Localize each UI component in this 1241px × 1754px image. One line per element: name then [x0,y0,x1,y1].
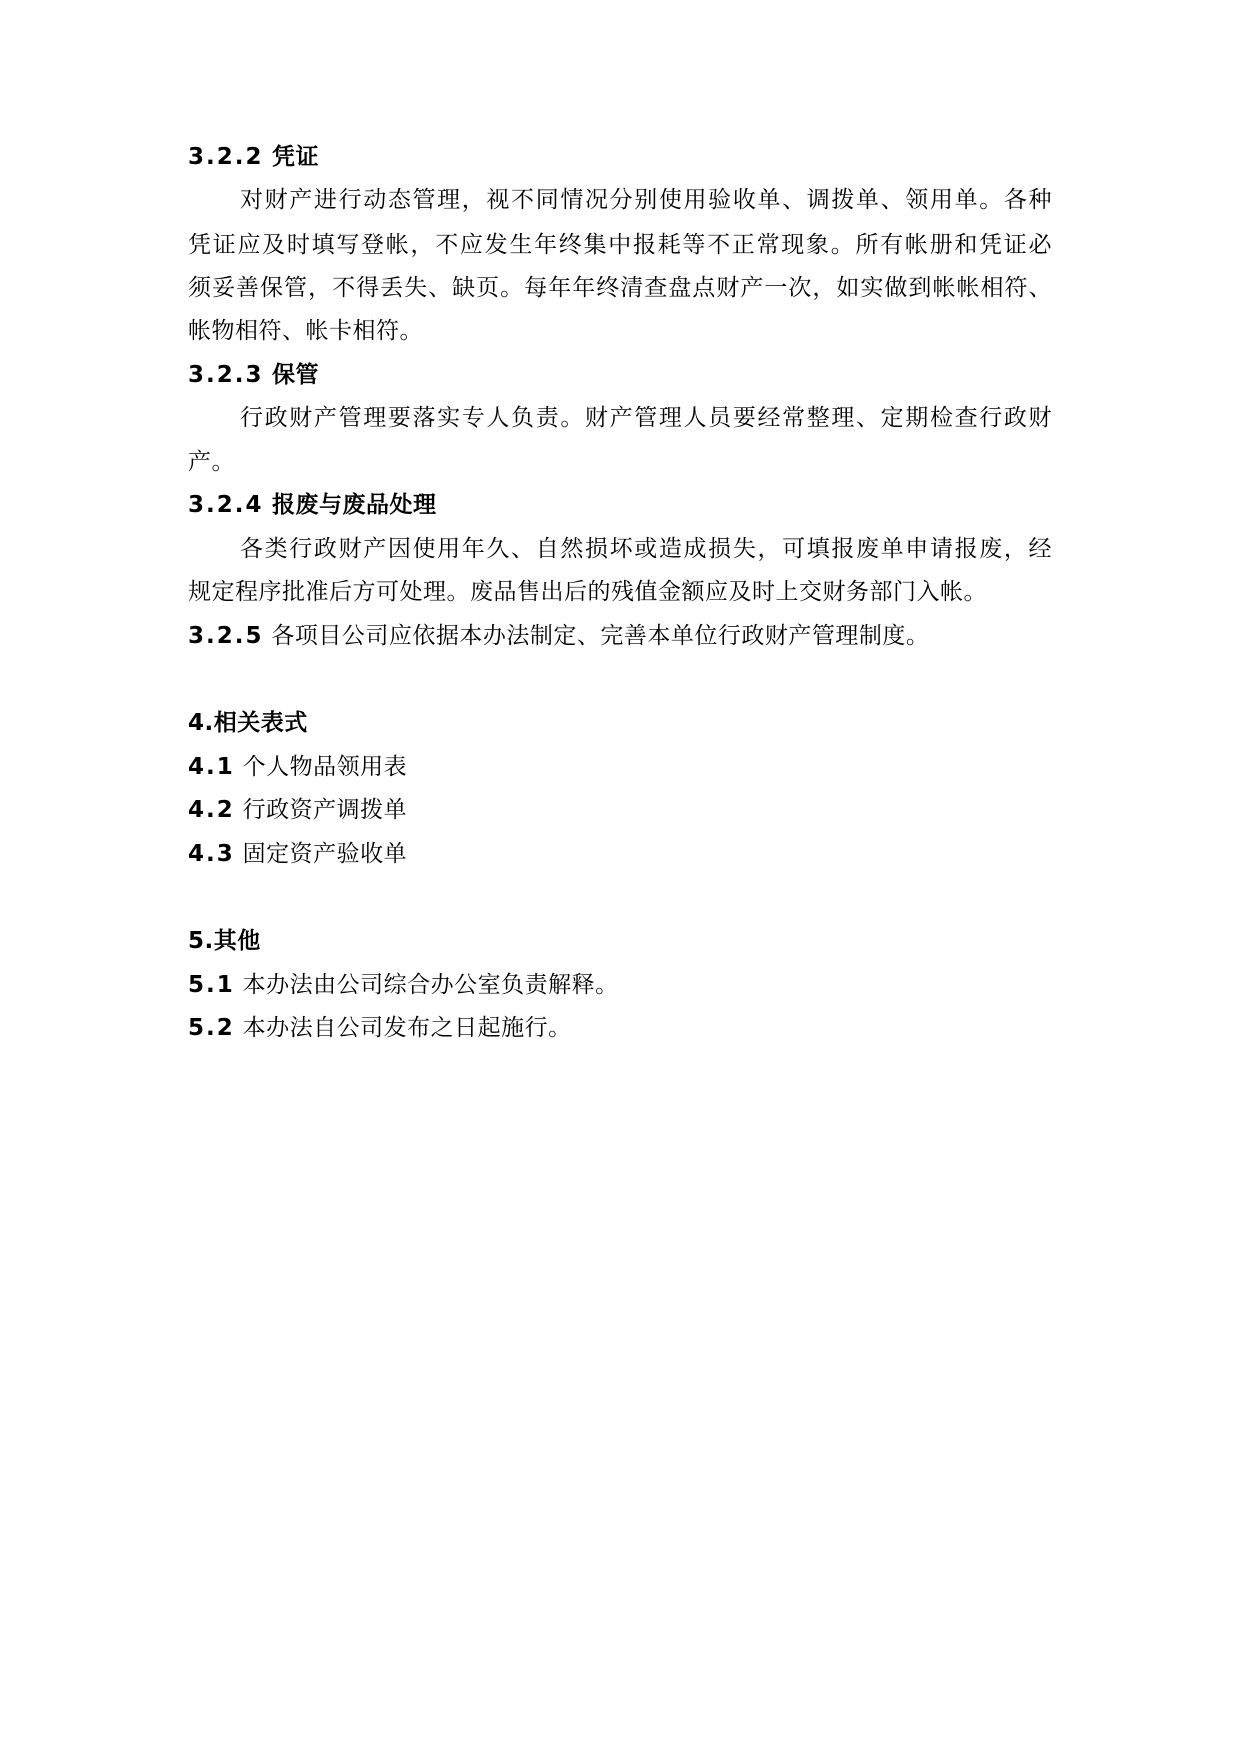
clause-number: 3.2.5 [188,623,264,649]
section-number: 3.2.4 [188,492,264,518]
item-number: 5.2 [188,1015,235,1041]
section-heading-4: 4.相关表式 [188,710,308,736]
section-number: 3.2.3 [188,362,264,388]
clause-3-2-5 [188,621,929,651]
paragraph-line: 须妥善保管，不得丢失、缺页。每年年终清查盘点财产一次，如实做到帐帐相符、 [188,275,1052,301]
item-text: 个人物品领用表 [242,754,408,780]
paragraph-line: 规定程序批准后方可处理。废品售出后的残值金额应及时上交财务部门入帐。 [188,579,987,605]
section-title: 凭证 [272,144,320,170]
item-text: 本办法自公司发布之日起施行。 [242,1015,572,1041]
section-heading-3-2-2 [188,142,319,172]
other-list-item [188,1013,572,1043]
section-heading-5: 5.其他 [188,928,261,954]
clause-text: 各项目公司应依据本办法制定、完善本单位行政财产管理制度。 [271,623,930,649]
section-number: 3.2.2 [188,144,264,170]
item-text: 行政资产调拨单 [242,797,408,823]
section-heading-3-2-4 [188,490,437,520]
item-number: 4.2 [188,797,235,823]
paragraph-line: 产。 [188,449,235,475]
form-list-item [188,752,407,782]
other-list-item [188,970,619,1000]
item-number: 4.3 [188,841,235,867]
section-title: 报废与废品处理 [272,492,437,518]
section-heading-3-2-3 [188,360,319,390]
section-title: 保管 [272,362,320,388]
item-text: 本办法由公司综合办公室负责解释。 [242,972,619,998]
paragraph-line: 对财产进行动态管理，视不同情况分别使用验收单、调拨单、领用单。各种 [240,187,1052,213]
paragraph-line: 帐物相符、帐卡相符。 [188,318,423,344]
item-text: 固定资产验收单 [242,841,408,867]
form-list-item [188,839,407,869]
form-list-item [188,795,407,825]
paragraph-line: 行政财产管理要落实专人负责。财产管理人员要经常整理、定期检查行政财 [240,405,1052,431]
item-number: 5.1 [188,972,235,998]
item-number: 4.1 [188,754,235,780]
paragraph-line: 凭证应及时填写登帐，不应发生年终集中报耗等不正常现象。所有帐册和凭证必 [188,232,1052,258]
paragraph-line: 各类行政财产因使用年久、自然损坏或造成损失，可填报废单申请报废，经 [240,536,1052,562]
